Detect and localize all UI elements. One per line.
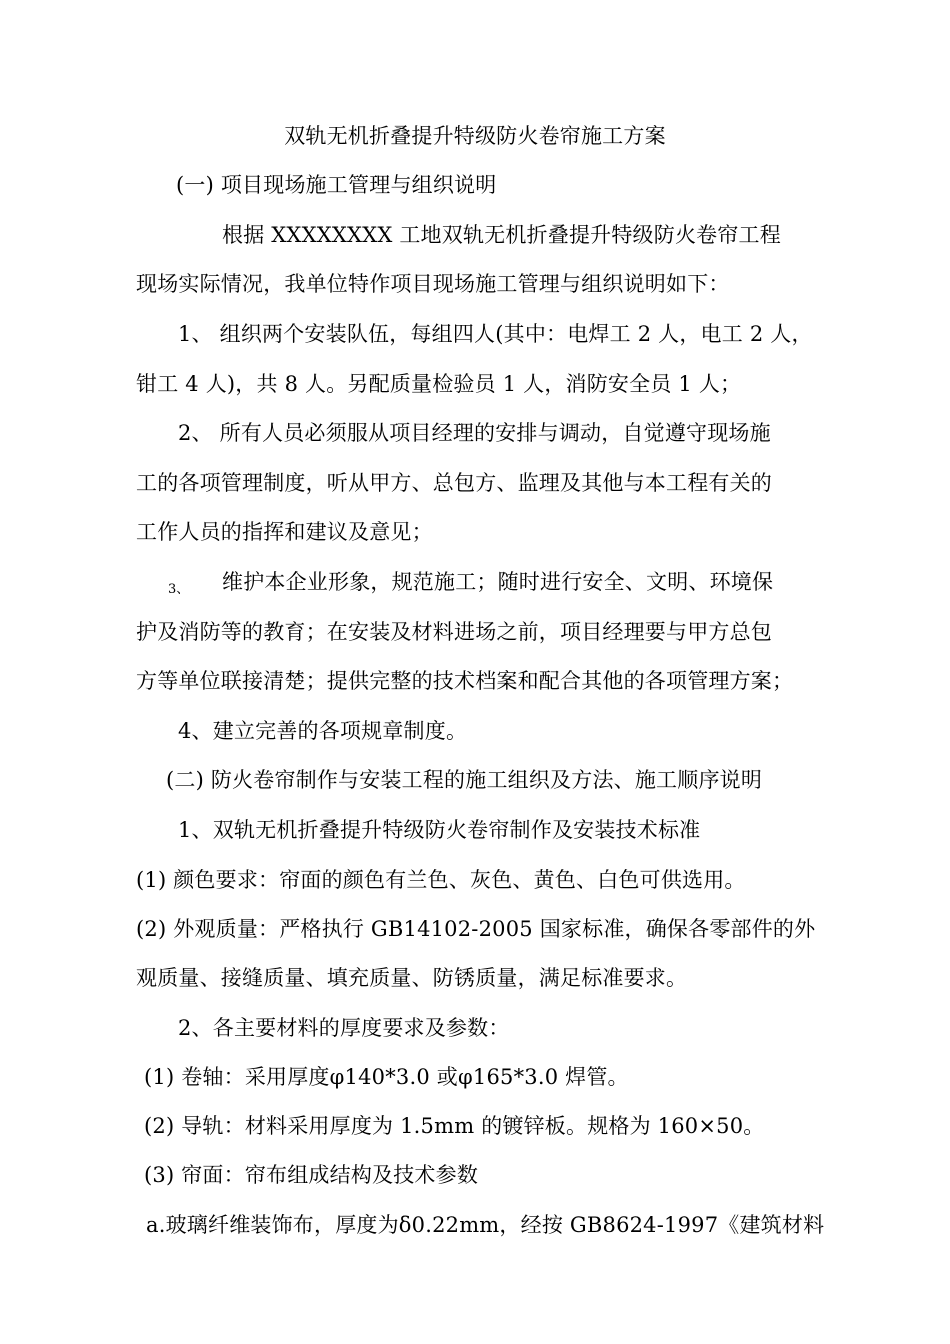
- sub2-heading: 2、各主要材料的厚度要求及参数：: [178, 1016, 510, 1040]
- material-a: a.玻璃纤维装饰布，厚度为δ0.22mm，经按 GB8624-1997《建筑材料: [146, 1213, 825, 1237]
- intro-line-1: 根据 XXXXXXXX 工地双轨无机折叠提升特级防火卷帘工程: [222, 223, 781, 247]
- section2-heading: (二) 防火卷帘制作与安装工程的施工组织及方法、施工顺序说明: [166, 768, 763, 792]
- item1-line-2: 钳工 4 人)，共 8 人。另配质量检验员 1 人，消防安全员 1 人；: [136, 372, 742, 396]
- item1-line-1: 1、 组织两个安装队伍，每组四人(其中：电焊工 2 人，电工 2 人，: [178, 322, 813, 346]
- item3-number: 3、: [168, 582, 190, 597]
- item2-line-1: 2、 所有人员必须服从项目经理的安排与调动，自觉遵守现场施: [178, 421, 771, 445]
- standard-2-line-2: 观质量、接缝质量、填充质量、防锈质量，满足标准要求。: [136, 966, 688, 990]
- material-2: (2) 导轨：材料采用厚度为 1.5mm 的镀锌板。规格为 160×50。: [144, 1114, 765, 1138]
- item3-line-1: 维护本企业形象，规范施工；随时进行安全、文明、环境保: [222, 570, 774, 594]
- item2-line-3: 工作人员的指挥和建议及意见；: [136, 520, 433, 544]
- material-3: (3) 帘面：帘布组成结构及技术参数: [144, 1163, 479, 1187]
- document-title: 双轨无机折叠提升特级防火卷帘施工方案: [284, 124, 666, 148]
- standard-1: (1) 颜色要求：帘面的颜色有兰色、灰色、黄色、白色可供选用。: [136, 868, 746, 892]
- intro-line-2: 现场实际情况，我单位特作项目现场施工管理与组织说明如下：: [136, 272, 730, 296]
- section1-heading: (一) 项目现场施工管理与组织说明: [176, 173, 497, 197]
- material-1: (1) 卷轴：采用厚度φ140*3.0 或φ165*3.0 焊管。: [144, 1065, 629, 1089]
- item4-line-1: 4、建立完善的各项规章制度。: [178, 719, 468, 743]
- standard-2-line-1: (2) 外观质量：严格执行 GB14102-2005 国家标准，确保各零部件的外: [136, 917, 816, 941]
- item3-line-2: 护及消防等的教育；在安装及材料进场之前，项目经理要与甲方总包: [136, 620, 772, 644]
- sub1-heading: 1、双轨无机折叠提升特级防火卷帘制作及安装技术标准: [178, 818, 701, 842]
- item2-line-2: 工的各项管理制度，听从甲方、总包方、监理及其他与本工程有关的: [136, 471, 772, 495]
- item3-line-3: 方等单位联接清楚；提供完整的技术档案和配合其他的各项管理方案；: [136, 669, 794, 693]
